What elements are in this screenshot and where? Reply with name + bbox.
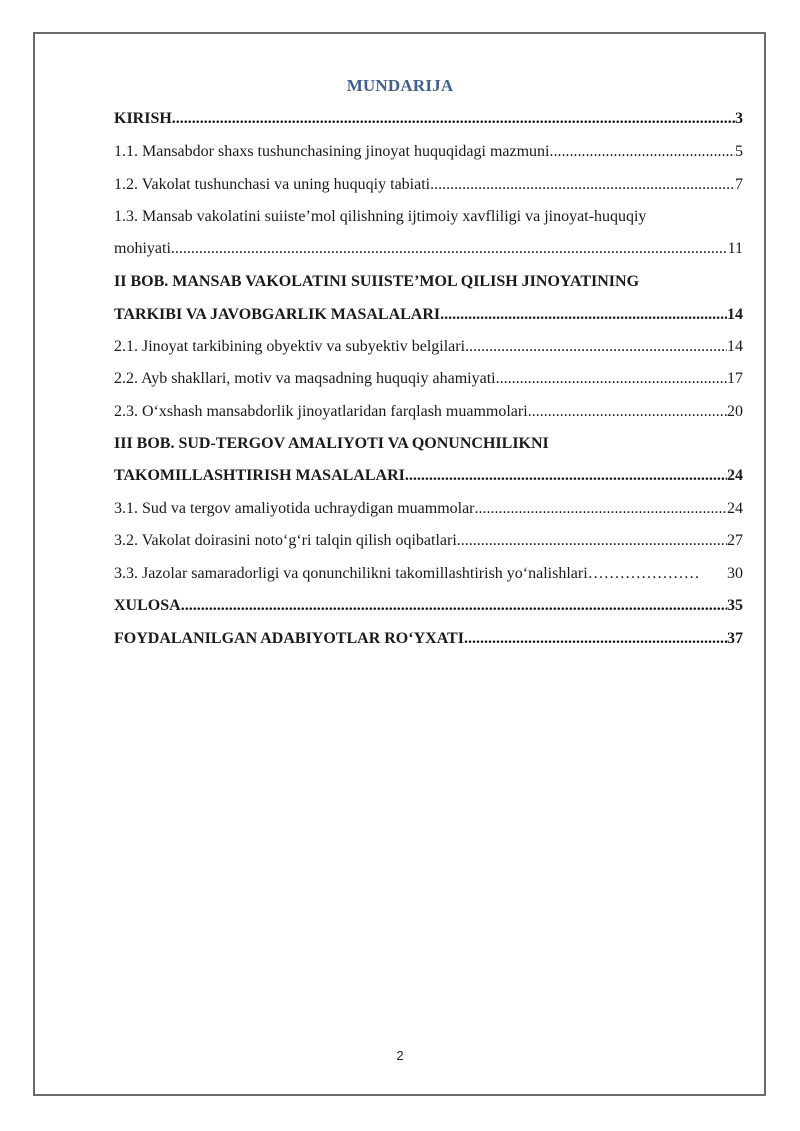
toc-entry-text: 2.1. Jinoyat tarkibining obyektiv va subyektiv belgilari [114, 338, 466, 355]
toc-entry-2-2[interactable] [114, 370, 743, 392]
toc-page-number: 27 [727, 532, 743, 549]
toc-entry-3-1[interactable] [114, 500, 743, 522]
dot-leader [440, 306, 727, 324]
dot-leader [171, 240, 728, 258]
toc-entry-text: 3.2. Vakolat doirasini noto‘g‘ri talqin qilish oqibatlari [114, 532, 457, 549]
page-number: 2 [396, 1048, 404, 1063]
toc-page-number: 24 [727, 467, 743, 484]
toc-page-number: 30 [727, 565, 743, 582]
toc-entry-chapter-3-line1[interactable]: III BOB. SUD-TERGOV AMALIYOTI VA QONUNCHILIKNI [114, 435, 549, 452]
toc-page-number: 20 [727, 403, 743, 420]
toc-entry-xulosa[interactable] [114, 597, 743, 619]
toc-entry-text: XULOSA [114, 597, 181, 614]
toc-entry-1-1[interactable] [114, 143, 743, 165]
dot-leader [550, 143, 736, 161]
toc-entry-chapter-2[interactable] [114, 306, 743, 328]
dot-leader [430, 176, 735, 194]
dot-leader [465, 338, 727, 356]
toc-page-number: 17 [727, 370, 743, 387]
toc-entry-3-2[interactable] [114, 532, 743, 554]
toc-entry-1-2[interactable] [114, 176, 743, 198]
dot-leader [172, 110, 735, 128]
toc-page-number: 35 [727, 597, 743, 614]
toc-entry-text: 2.2. Ayb shakllari, motiv va maqsadning huquqiy ahamiyati [114, 370, 496, 387]
toc-page-number: 11 [727, 240, 743, 257]
toc-entry-text: 1.1. Mansabdor shaxs tushunchasining jinoyat huquqidagi mazmuni [114, 143, 550, 160]
dot-leader [405, 467, 727, 485]
toc-entry-2-1[interactable] [114, 338, 743, 360]
toc-entry-1-3-line1[interactable]: 1.3. Mansab vakolatini suiiste’mol qilishning ijtimoiy xavfliligi va jinoyat-huquqiy [114, 208, 647, 225]
toc-entry-text: TAKOMILLASHTIRISH MASALALARI [114, 467, 405, 484]
dot-leader [181, 597, 727, 615]
toc-page-number: 7 [735, 176, 743, 193]
toc-entry-text: KIRISH [114, 110, 172, 127]
toc-title: MUNDARIJA [346, 76, 454, 95]
toc-entry-text: FOYDALANILGAN ADABIYOTLAR RO‘YXATI [114, 630, 464, 647]
toc-entry-1-3[interactable] [114, 240, 743, 262]
toc-entry-2-3[interactable] [114, 403, 743, 425]
toc-entry-3-3[interactable] [114, 565, 743, 587]
dot-leader [528, 403, 727, 421]
dot-leader [496, 370, 727, 388]
toc-page-number: 3 [735, 110, 743, 127]
toc-entry-text: 1.2. Vakolat tushunchasi va uning huquqiy tabiati [114, 176, 431, 193]
toc-entry-text: TARKIBI VA JAVOBGARLIK MASALALARI [114, 306, 441, 323]
toc-entry-text: 3.1. Sud va tergov amaliyotida uchraydigan muammolar [114, 500, 475, 517]
dot-leader [457, 532, 727, 550]
toc-page-number: 37 [727, 630, 743, 647]
toc-page-number: 24 [727, 500, 743, 517]
dot-leader [475, 500, 727, 518]
toc-entry-references[interactable] [114, 630, 743, 652]
toc-entry-text: 2.3. O‘xshash mansabdorlik jinoyatlaridan farqlash muammolari [114, 403, 528, 420]
toc-entry-kirish[interactable] [114, 110, 743, 132]
toc-page-number: 5 [735, 143, 743, 160]
toc-entry-text: 3.3. Jazolar samaradorligi va qonunchilikni takomillashtirish yo‘nalishlari [114, 565, 588, 582]
toc-entry-chapter-2-line1[interactable]: II BOB. MANSAB VAKOLATINI SUIISTE’MOL QILISH JINOYATINING [114, 273, 640, 290]
dot-leader [588, 565, 727, 583]
toc-page-number: 14 [727, 338, 743, 355]
dot-leader [464, 630, 727, 648]
toc-page-number: 14 [727, 306, 743, 323]
toc-entry-text: mohiyati [114, 240, 171, 257]
toc-entry-chapter-3[interactable] [114, 467, 743, 489]
